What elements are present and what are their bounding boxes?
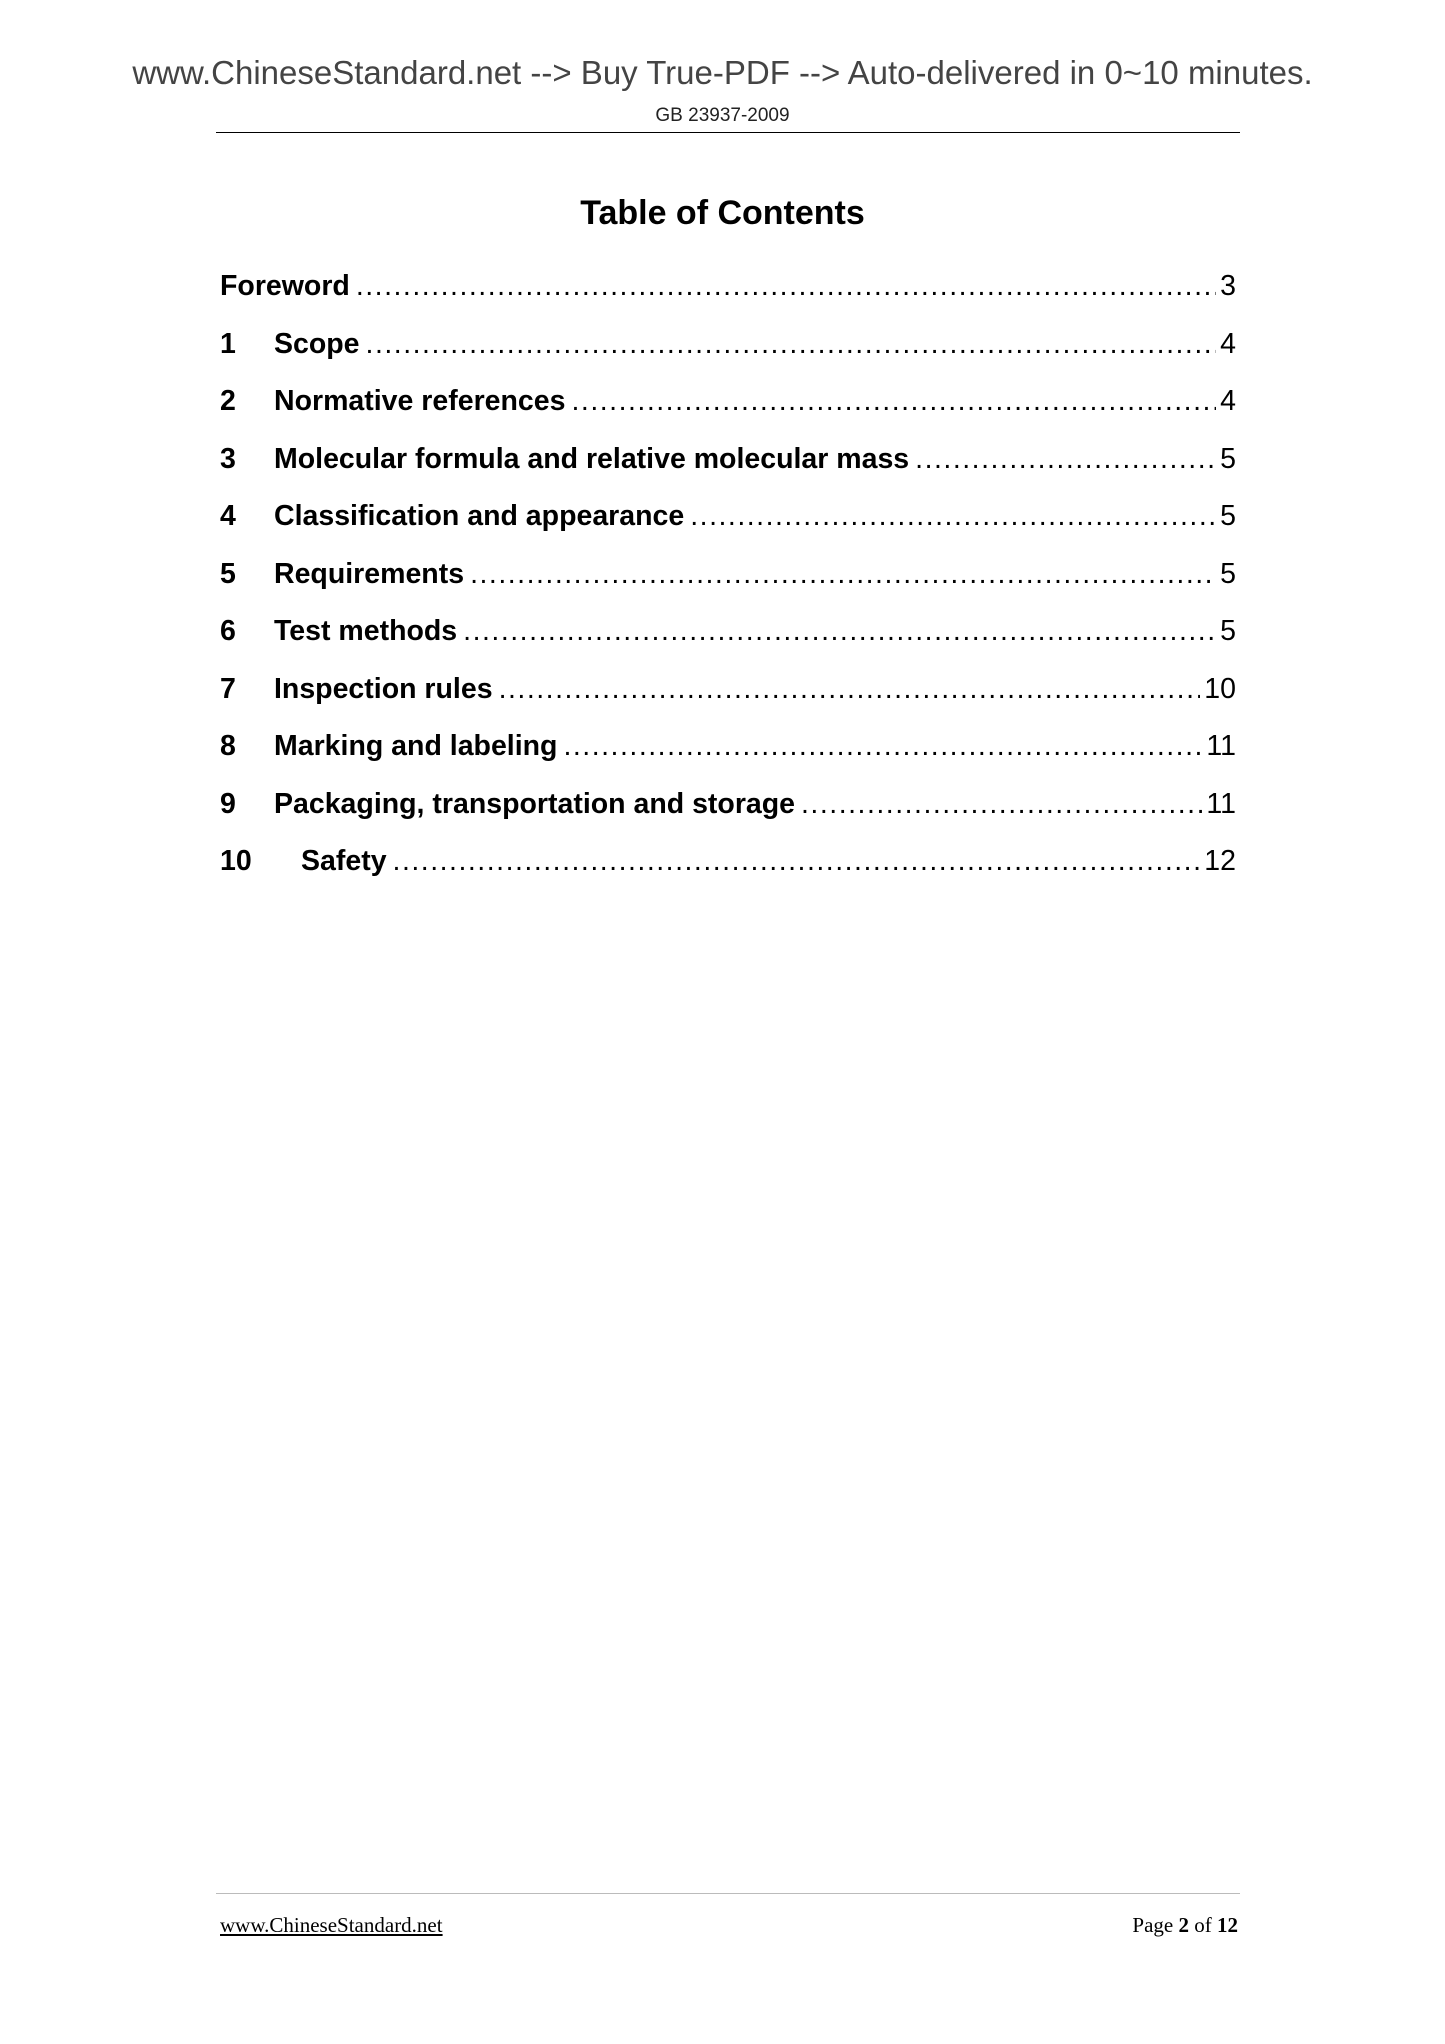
toc-entry-page: 10 bbox=[1204, 672, 1236, 705]
toc-entry-number: 10 bbox=[220, 845, 252, 877]
dot-leader bbox=[356, 272, 1216, 301]
header-divider bbox=[216, 132, 1240, 133]
toc-entry-page: 5 bbox=[1220, 500, 1236, 532]
toc-entry-label: Classification and appearance bbox=[274, 500, 685, 532]
page-prefix: Page bbox=[1132, 1913, 1174, 1937]
toc-entry-number: 3 bbox=[220, 442, 236, 475]
dot-leader bbox=[463, 617, 1216, 646]
toc-entry-label: Foreword bbox=[220, 270, 350, 302]
page-number bbox=[1132, 1915, 1238, 1936]
toc-entry-label: Safety bbox=[301, 845, 387, 877]
toc-entry-label: Marking and labeling bbox=[274, 730, 558, 762]
toc-entry-classification[interactable] bbox=[220, 502, 1236, 560]
toc-entry-label: Normative references bbox=[274, 385, 566, 417]
toc-entry-number: 7 bbox=[220, 672, 236, 705]
dot-leader bbox=[366, 330, 1217, 359]
dot-leader bbox=[572, 387, 1217, 416]
toc-entry-number: 5 bbox=[220, 557, 236, 590]
toc-entry-molecular-formula[interactable] bbox=[220, 442, 1236, 503]
toc-entry-number: 8 bbox=[220, 730, 236, 762]
dot-leader bbox=[499, 675, 1201, 704]
toc-entry-label: Molecular formula and relative molecular mass bbox=[274, 442, 910, 475]
toc-entry-safety[interactable] bbox=[220, 847, 1236, 905]
toc-entry-page: 5 bbox=[1220, 557, 1236, 590]
dot-leader bbox=[690, 502, 1216, 531]
toc-entry-page: 5 bbox=[1220, 442, 1236, 475]
page-current: 2 bbox=[1178, 1913, 1189, 1937]
site-banner: www.ChineseStandard.net --> Buy True-PDF --> Auto-delivered in 0~10 minutes. bbox=[132, 54, 1313, 91]
standard-code: GB 23937-2009 bbox=[655, 105, 790, 126]
toc-entry-page: 3 bbox=[1220, 270, 1236, 302]
toc-entry-page: 11 bbox=[1206, 730, 1236, 762]
footer-divider bbox=[216, 1893, 1240, 1894]
page-of: of bbox=[1194, 1913, 1212, 1937]
toc-entry-label: Packaging, transportation and storage bbox=[274, 787, 796, 820]
table-of-contents bbox=[220, 272, 1236, 905]
toc-entry-label: Scope bbox=[274, 327, 360, 360]
toc-entry-label: Inspection rules bbox=[274, 672, 493, 705]
toc-entry-packaging[interactable] bbox=[220, 787, 1236, 848]
toc-entry-page: 5 bbox=[1220, 615, 1236, 647]
toc-entry-label: Test methods bbox=[274, 615, 458, 647]
toc-entry-number: 1 bbox=[220, 327, 236, 360]
toc-entry-number: 4 bbox=[220, 500, 236, 532]
toc-entry-number: 2 bbox=[220, 385, 236, 417]
toc-title: Table of Contents bbox=[580, 194, 865, 232]
dot-leader bbox=[915, 445, 1216, 474]
dot-leader bbox=[470, 560, 1216, 589]
page-total: 12 bbox=[1217, 1913, 1238, 1937]
toc-entry-scope[interactable] bbox=[220, 327, 1236, 388]
toc-entry-marking-labeling[interactable] bbox=[220, 732, 1236, 790]
toc-entry-foreword[interactable] bbox=[220, 272, 1236, 330]
toc-entry-page: 12 bbox=[1204, 845, 1236, 877]
dot-leader bbox=[563, 732, 1202, 761]
toc-entry-page: 11 bbox=[1206, 787, 1236, 820]
toc-entry-page: 4 bbox=[1220, 327, 1236, 360]
toc-entry-requirements[interactable] bbox=[220, 557, 1236, 618]
toc-entry-normative-references[interactable] bbox=[220, 387, 1236, 445]
toc-entry-page: 4 bbox=[1220, 385, 1236, 417]
dot-leader bbox=[801, 790, 1202, 819]
toc-entry-inspection-rules[interactable] bbox=[220, 672, 1236, 733]
toc-entry-label: Requirements bbox=[274, 557, 465, 590]
dot-leader bbox=[393, 847, 1201, 876]
toc-entry-number: 9 bbox=[220, 787, 236, 820]
toc-entry-number: 6 bbox=[220, 615, 236, 647]
toc-entry-test-methods[interactable] bbox=[220, 617, 1236, 675]
footer-site-link[interactable]: www.ChineseStandard.net bbox=[220, 1913, 443, 1937]
